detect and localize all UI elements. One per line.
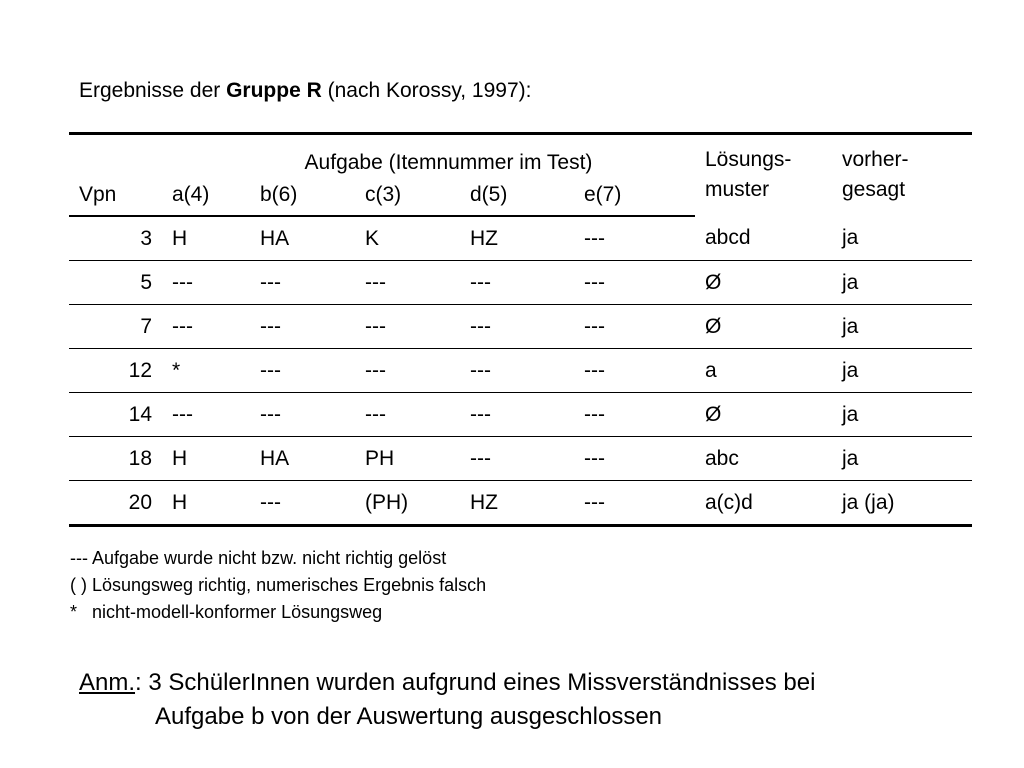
muster-cell: Ø — [695, 393, 832, 437]
page-title — [79, 78, 531, 104]
task-cell: HZ — [460, 481, 574, 526]
table-legend — [70, 545, 486, 626]
vpn-cell: 18 — [69, 437, 162, 481]
vpn-cell: 12 — [69, 349, 162, 393]
task-cell: --- — [162, 261, 250, 305]
vorher-cell: ja — [832, 216, 972, 261]
vorher-header-line2: gesagt — [842, 178, 906, 201]
note-line2: Aufgabe b von der Auswertung ausgeschlossen — [155, 703, 663, 730]
task-cell: --- — [460, 349, 574, 393]
task-cell: HZ — [460, 216, 574, 261]
vorher-header-line1: vorher- — [842, 148, 909, 171]
task-cell: --- — [250, 261, 355, 305]
vpn-cell: 20 — [69, 481, 162, 526]
muster-cell: a — [695, 349, 832, 393]
muster-cell: abc — [695, 437, 832, 481]
task-cell: --- — [355, 305, 460, 349]
task-cell: --- — [574, 437, 695, 481]
vorher-cell: ja — [832, 261, 972, 305]
note-line1: : 3 SchülerInnen wurden aufgrund eines Missverständnisses bei — [135, 669, 816, 696]
vorher-cell: ja — [832, 305, 972, 349]
header-empty — [69, 134, 162, 176]
legend-item-not-solved: --- Aufgabe wurde nicht bzw. nicht richtig gelöst — [70, 548, 447, 568]
task-cell: --- — [460, 261, 574, 305]
task-cell: --- — [574, 393, 695, 437]
table-row — [69, 393, 972, 437]
legend-item-asterisk: * nicht-modell-konformer Lösungsweg — [70, 602, 383, 622]
task-cell: --- — [162, 393, 250, 437]
vorher-cell: ja (ja) — [832, 481, 972, 526]
task-header-b: b(6) — [250, 175, 355, 216]
vorher-cell: ja — [832, 393, 972, 437]
muster-header-line1: Lösungs- — [705, 148, 792, 171]
task-cell: --- — [355, 261, 460, 305]
note-label: Anm. — [79, 669, 136, 696]
table-row — [69, 349, 972, 393]
vorher-cell: ja — [832, 437, 972, 481]
vpn-cell: 3 — [69, 216, 162, 261]
muster-cell: Ø — [695, 261, 832, 305]
vpn-header: Vpn — [69, 175, 162, 216]
vpn-cell: 14 — [69, 393, 162, 437]
table-body — [69, 216, 972, 526]
table-row — [69, 261, 972, 305]
title-suffix: (nach Korossy, 1997): — [321, 79, 532, 102]
results-table — [69, 132, 972, 527]
title-prefix: Ergebnisse der — [79, 79, 227, 102]
task-cell: PH — [355, 437, 460, 481]
task-cell: H — [162, 481, 250, 526]
task-cell: H — [162, 216, 250, 261]
task-cell: --- — [574, 349, 695, 393]
annotation-note — [79, 666, 815, 734]
task-cell: * — [162, 349, 250, 393]
muster-cell: abcd — [695, 216, 832, 261]
task-cell: --- — [250, 349, 355, 393]
task-header-d: d(5) — [460, 175, 574, 216]
table-row — [69, 437, 972, 481]
legend-item-parentheses: ( ) Lösungsweg richtig, numerisches Ergebnis falsch — [70, 575, 487, 595]
results-table-container — [69, 132, 972, 527]
task-cell: --- — [355, 349, 460, 393]
task-group-header: Aufgabe (Itemnummer im Test) — [162, 134, 695, 176]
muster-cell: a(c)d — [695, 481, 832, 526]
task-cell: --- — [250, 481, 355, 526]
task-cell: --- — [574, 305, 695, 349]
vpn-cell: 7 — [69, 305, 162, 349]
muster-header — [695, 134, 832, 217]
task-cell: --- — [460, 437, 574, 481]
task-cell: --- — [460, 393, 574, 437]
vorher-header — [832, 134, 972, 217]
table-row — [69, 305, 972, 349]
vpn-cell: 5 — [69, 261, 162, 305]
task-cell: HA — [250, 437, 355, 481]
task-header-a: a(4) — [162, 175, 250, 216]
muster-cell: Ø — [695, 305, 832, 349]
task-cell: --- — [250, 305, 355, 349]
task-cell: --- — [574, 216, 695, 261]
task-cell: --- — [355, 393, 460, 437]
task-cell: --- — [574, 261, 695, 305]
task-cell: --- — [162, 305, 250, 349]
muster-header-line2: muster — [705, 178, 770, 201]
task-cell: --- — [460, 305, 574, 349]
table-header-row-1 — [69, 134, 972, 176]
title-bold: Gruppe R — [226, 79, 322, 102]
task-cell: (PH) — [355, 481, 460, 526]
task-cell: H — [162, 437, 250, 481]
task-header-c: c(3) — [355, 175, 460, 216]
task-cell: HA — [250, 216, 355, 261]
table-row — [69, 481, 972, 526]
table-row — [69, 216, 972, 261]
task-cell: K — [355, 216, 460, 261]
task-cell: --- — [250, 393, 355, 437]
task-cell: --- — [574, 481, 695, 526]
task-header-e: e(7) — [574, 175, 695, 216]
vorher-cell: ja — [832, 349, 972, 393]
